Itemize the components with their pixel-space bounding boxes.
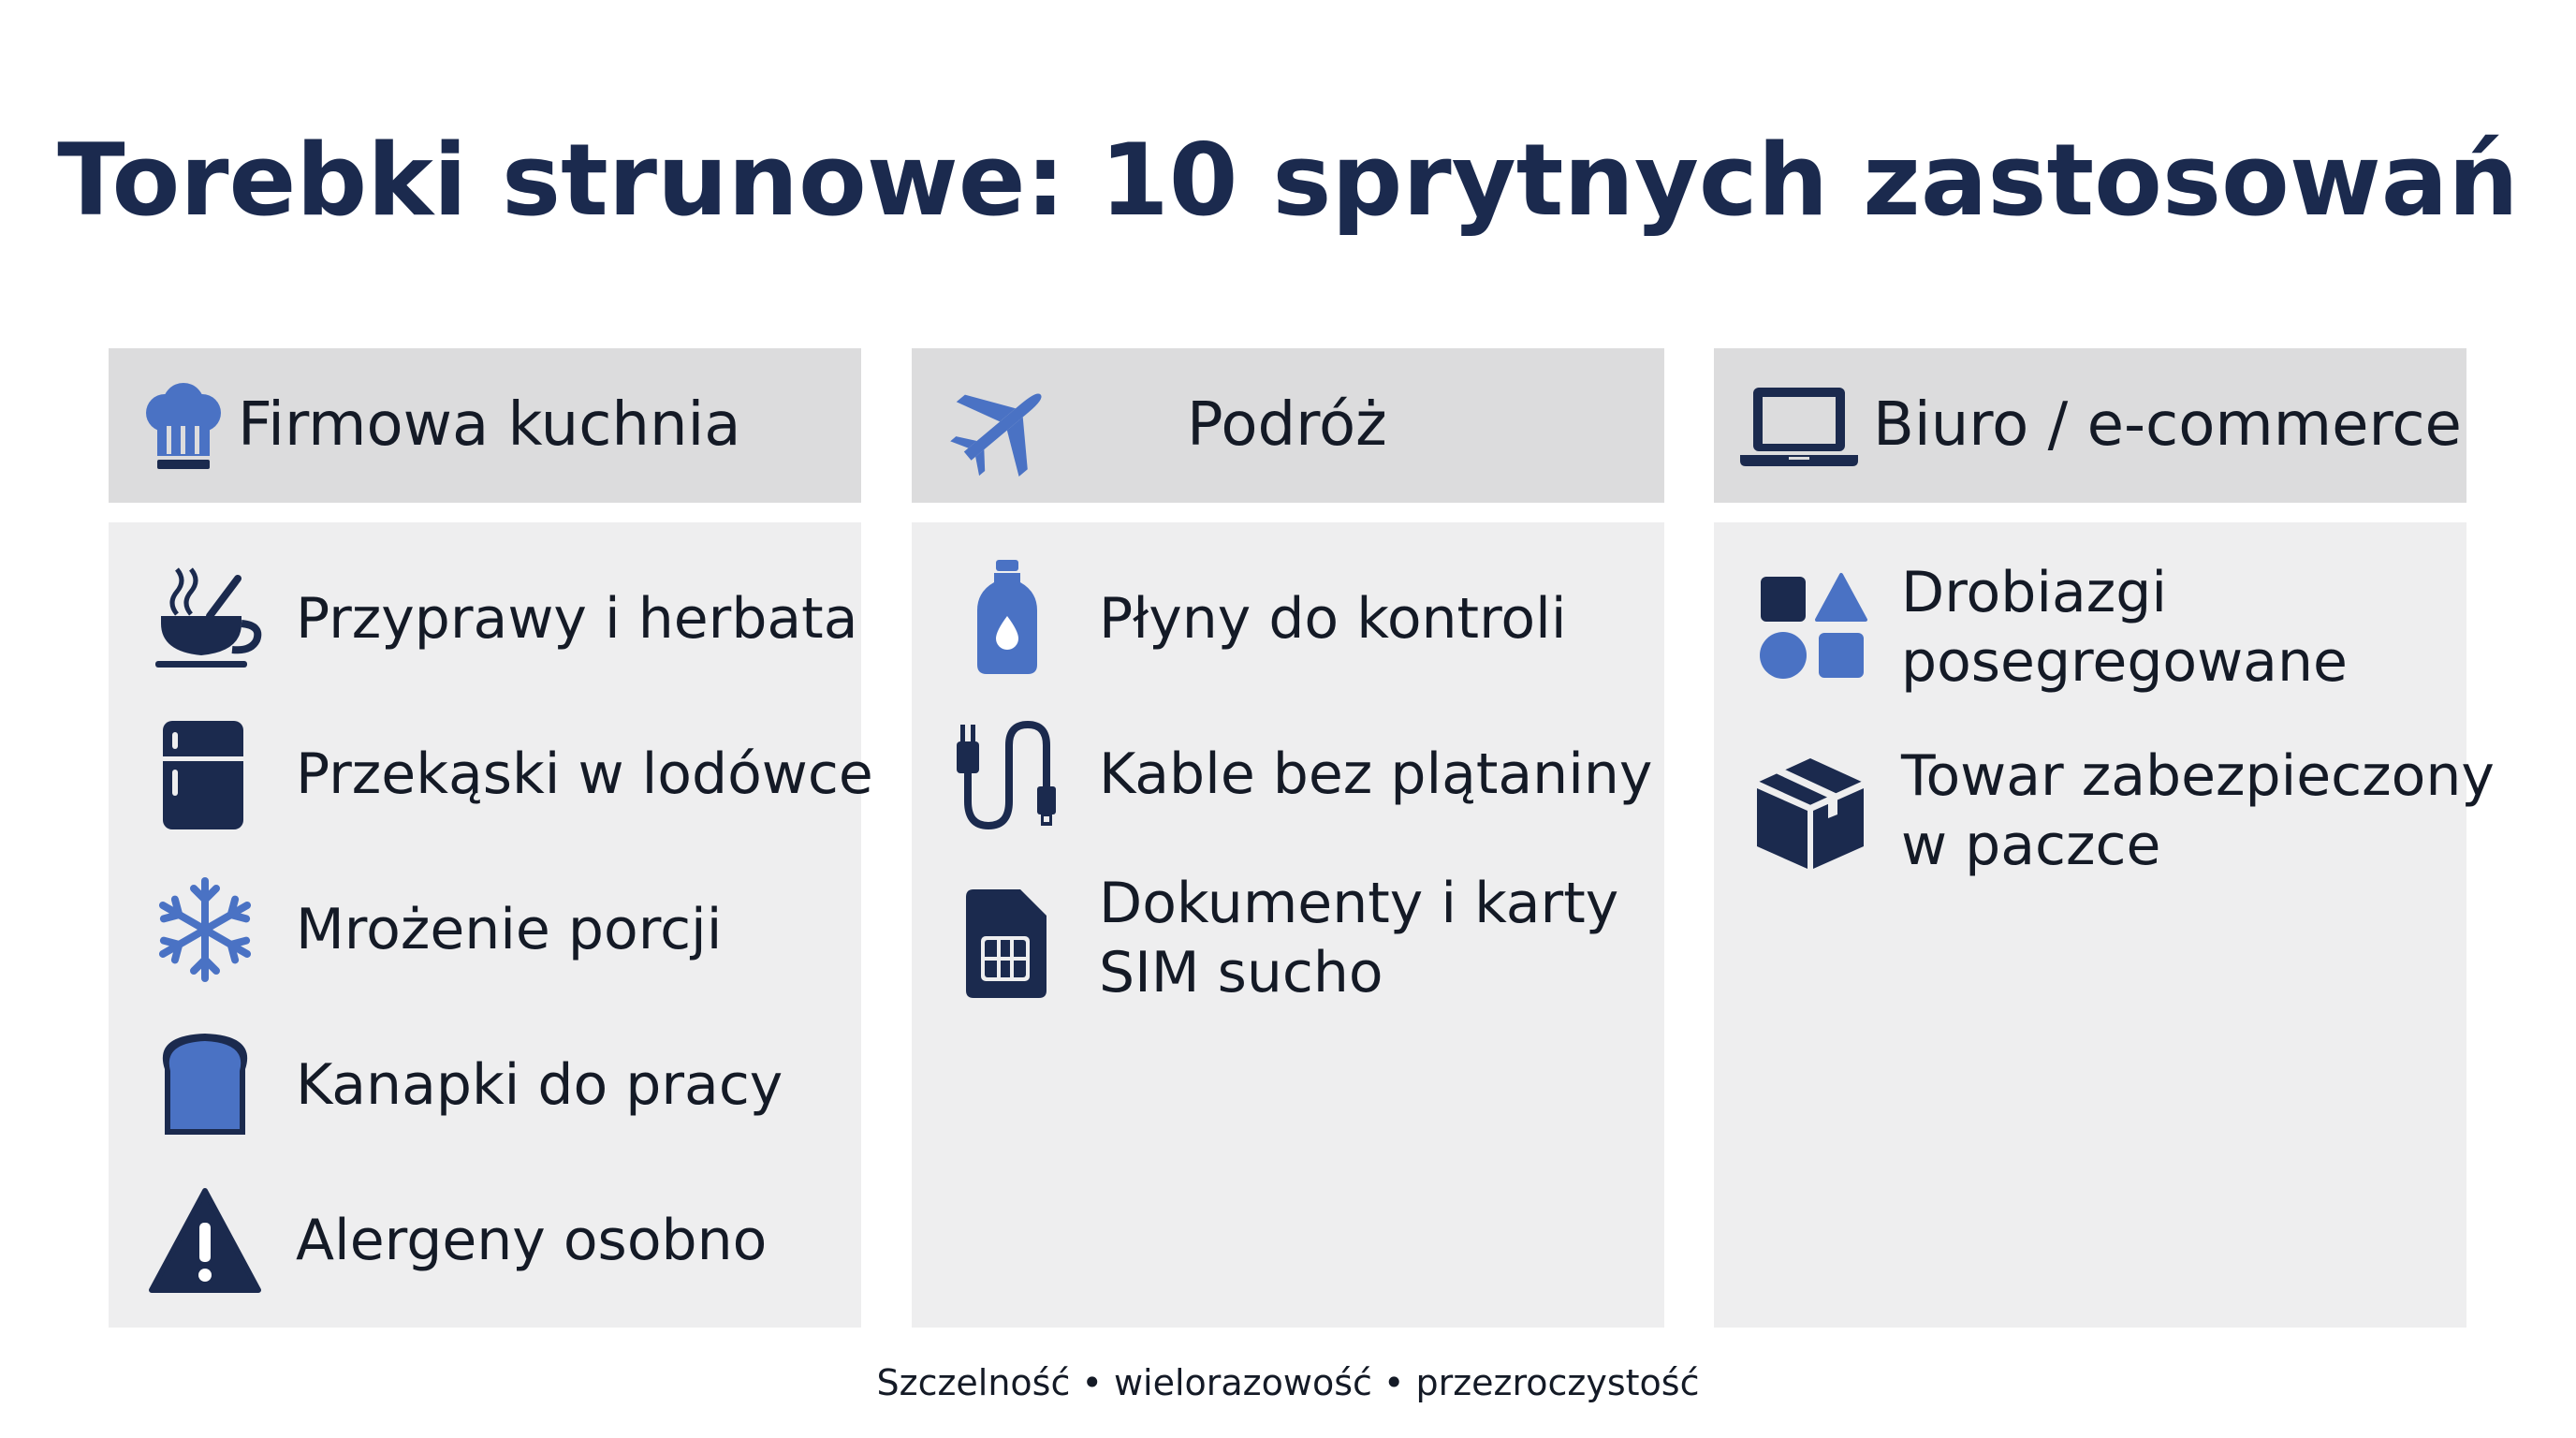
column-header-label: Firmowa kuchnia — [238, 390, 741, 460]
item-label: Dokumenty i karty — [1099, 871, 1619, 936]
laptop-icon — [1738, 384, 1860, 468]
item-label: Przekąski w lodówce — [296, 741, 873, 807]
list-item — [109, 1180, 861, 1301]
list-item — [912, 869, 1664, 1019]
cable-icon — [947, 713, 1069, 835]
warning-icon — [144, 1180, 266, 1301]
item-label: Płyny do kontroli — [1099, 586, 1567, 652]
fridge-icon — [144, 713, 266, 835]
item-label: Alergeny osobno — [296, 1208, 768, 1273]
item-label: Kable bez plątaniny — [1099, 741, 1653, 807]
list-item — [109, 713, 873, 835]
shapes-icon — [1749, 569, 1871, 691]
chef-hat-icon — [137, 381, 249, 475]
column-header-travel — [912, 348, 1664, 503]
list-item — [912, 558, 1664, 680]
package-icon — [1749, 753, 1871, 874]
item-label: SIM sucho — [1099, 940, 1383, 1005]
tea-cup-icon — [144, 558, 266, 680]
page-title: Torebki strunowe: 10 sprytnych zastosowań — [57, 123, 2519, 238]
item-label: posegregowane — [1901, 629, 2348, 695]
item-label: Przyprawy i herbata — [296, 586, 858, 652]
item-label: Mrożenie porcji — [296, 897, 723, 962]
sim-card-icon — [947, 882, 1069, 1004]
snowflake-icon — [144, 869, 266, 990]
column-body-travel — [912, 522, 1664, 1328]
list-item — [1714, 741, 2495, 891]
item-label: w paczce — [1901, 813, 2161, 878]
footer-tagline: Szczelność • wielorazowość • przezroczystość — [876, 1362, 1700, 1403]
bottle-icon — [947, 558, 1069, 680]
list-item — [109, 1024, 861, 1146]
item-label: Kanapki do pracy — [296, 1052, 783, 1118]
bread-icon — [144, 1024, 266, 1146]
item-label: Drobiazgi — [1901, 560, 2168, 625]
airplane-icon — [947, 374, 1060, 477]
column-header-office — [1714, 348, 2466, 503]
list-item — [912, 713, 1664, 835]
column-body-office — [1714, 522, 2495, 1328]
list-item — [109, 558, 861, 680]
list-item — [109, 869, 861, 990]
item-label: Towar zabezpieczony — [1901, 743, 2495, 809]
column-header-kitchen — [109, 348, 861, 503]
column-header-label: Podróż — [1187, 390, 1387, 460]
column-header-label: Biuro / e-commerce — [1873, 390, 2462, 460]
list-item — [1714, 558, 2466, 708]
column-body-kitchen — [109, 522, 873, 1328]
